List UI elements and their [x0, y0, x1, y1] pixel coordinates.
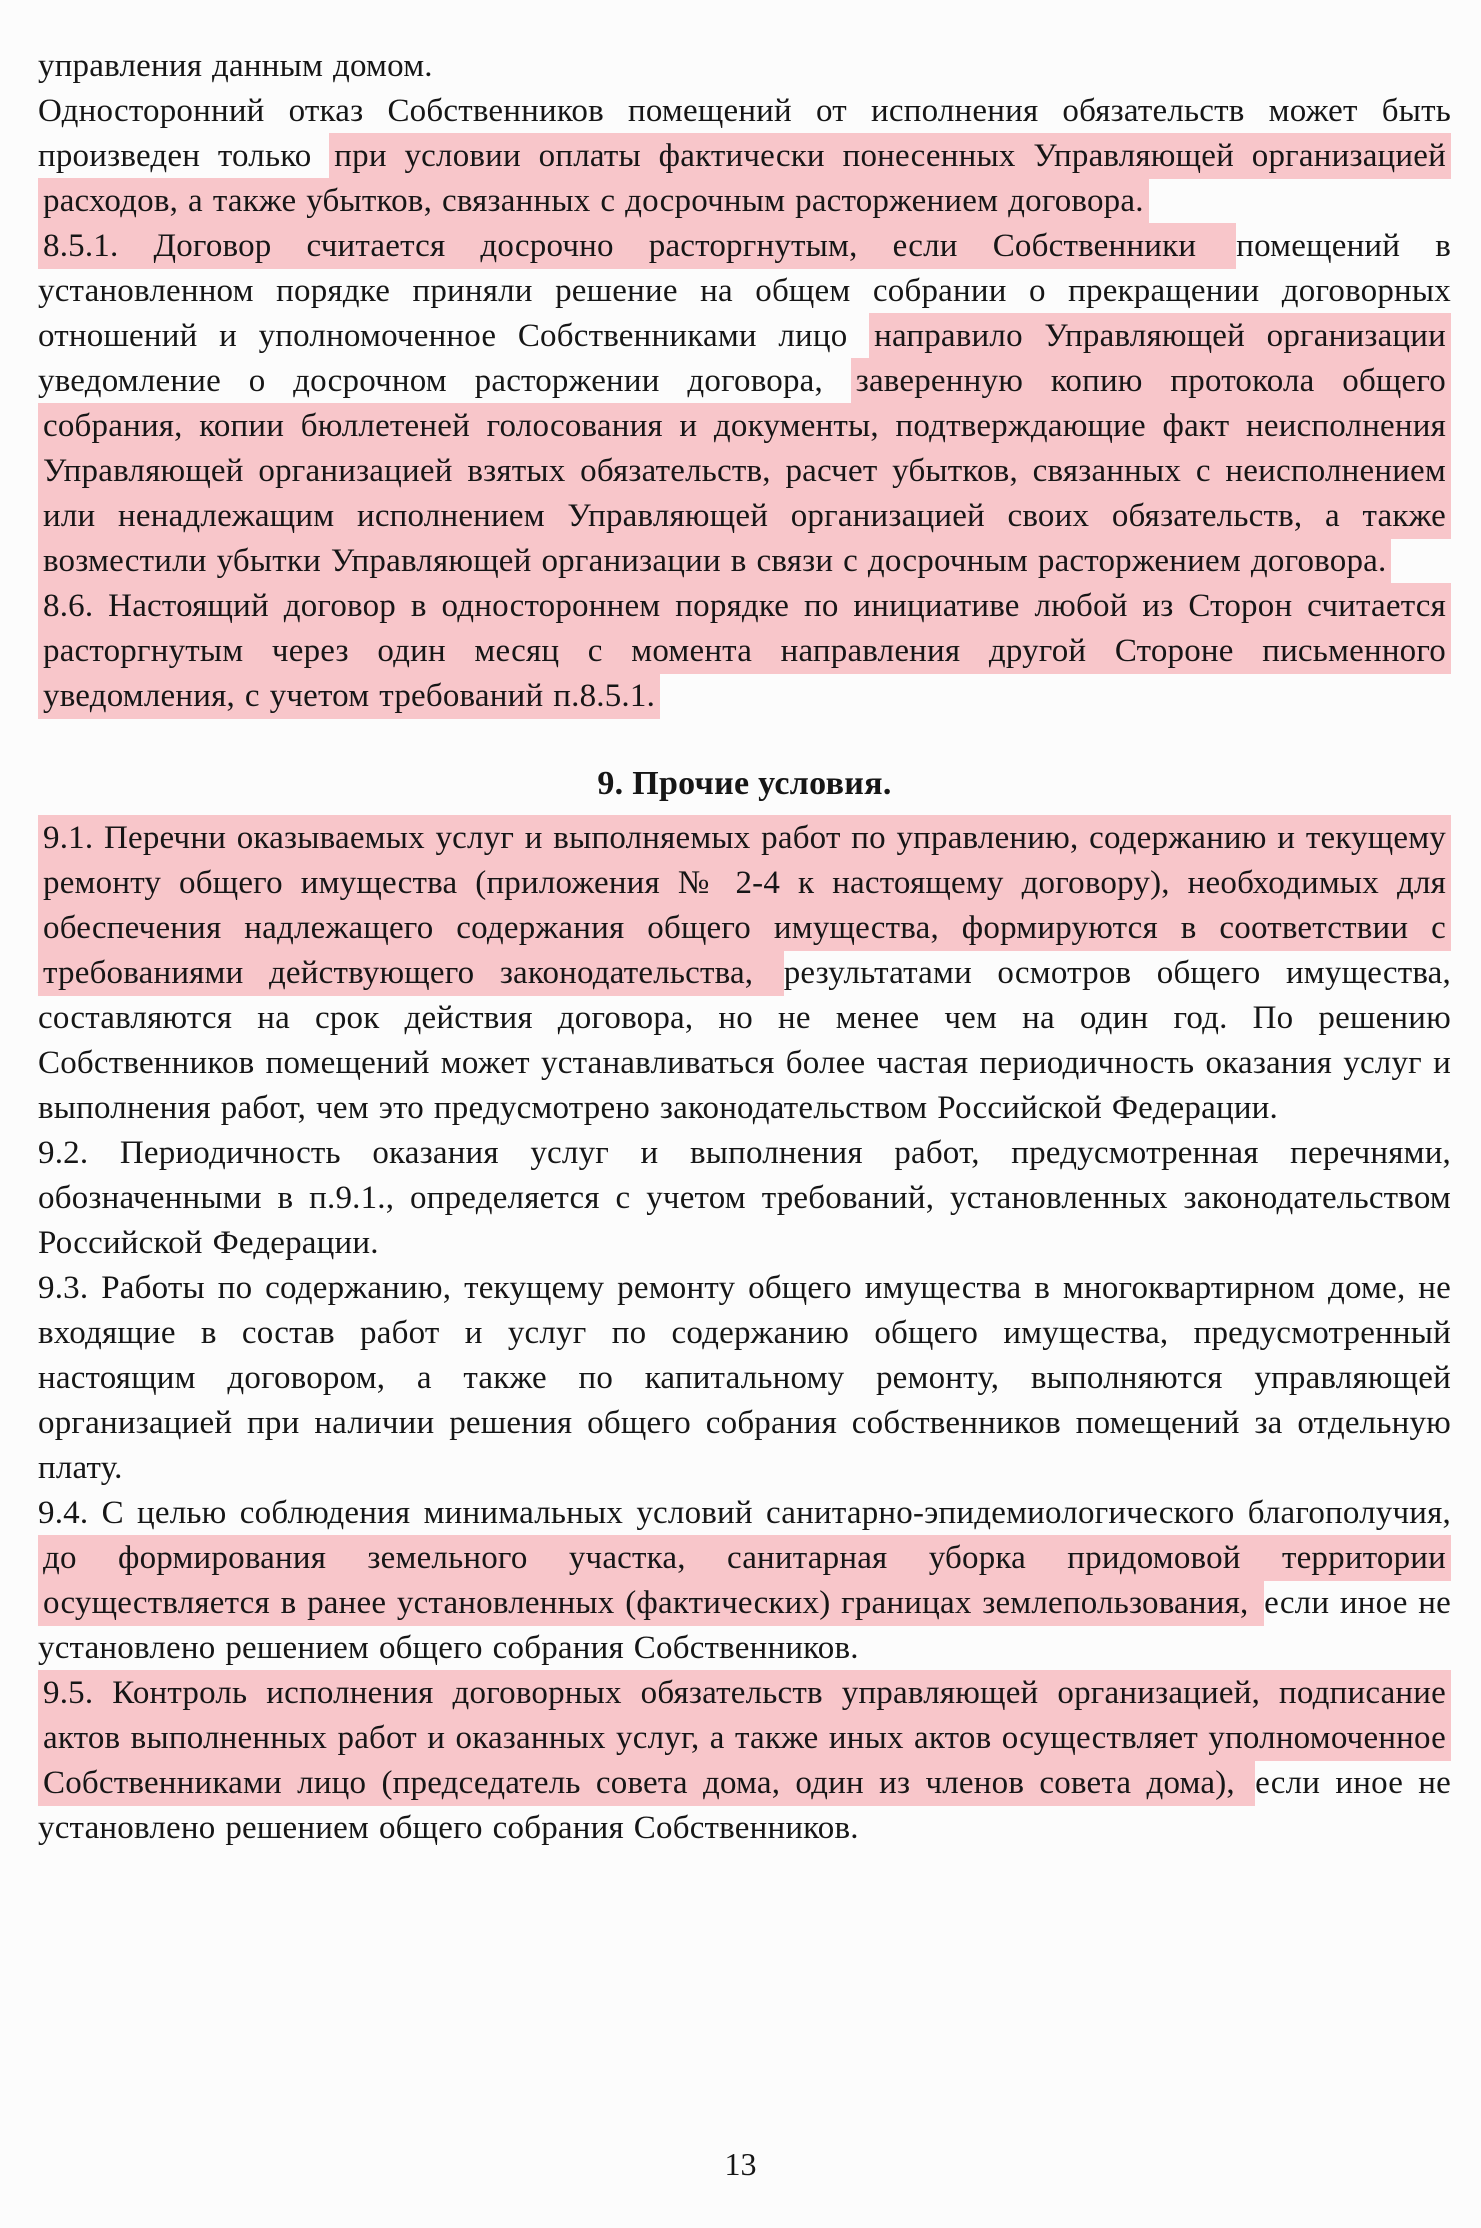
text-segment: если иное не установлено решением общего собрания Собственников. — [38, 1765, 1451, 1846]
text-segment: 9.4. С целью соблюдения минимальных условий санитарно-эпидемиологического благополучия, — [38, 1495, 1451, 1531]
document-body — [38, 44, 1451, 1851]
text-segment: Односторонний отказ Собственников помещений от исполнения обязательств может быть произведен только — [38, 93, 1451, 174]
para-intro — [38, 44, 1451, 89]
para-9-2 — [38, 1131, 1451, 1266]
para-unilateral-refusal — [38, 89, 1451, 224]
highlight-segment: 9.5. Контроль исполнения договорных обязательств управляющей организацией, подписание актов выполненных работ и оказанных услуг, а также иных актов осуществляет уполномоченное Собственниками лицо (председатель совета дома, один из членов совета дома), — [38, 1670, 1451, 1806]
page-number: 13 — [724, 2146, 757, 2182]
para-8-6 — [38, 584, 1451, 719]
text-segment: помещений в установленном порядке приняли решение на общем собрании о прекращении договорных отношений и уполномоченное Собственниками лицо — [38, 228, 1451, 354]
text-segment: если иное не установлено решением общего собрания Собственников. — [38, 1585, 1451, 1666]
highlight-segment: до формирования земельного участка, санитарная уборка придомовой территории осуществляется в ранее установленных (фактических) границах землепользования, — [38, 1535, 1451, 1626]
highlight-segment: при условии оплаты фактически понесенных Управляющей организацией расходов, а также убытков, связанных с досрочным расторжением договора. — [38, 133, 1451, 224]
para-9-4 — [38, 1491, 1451, 1671]
highlight-segment: 8.6. Настоящий договор в одностороннем порядке по инициативе любой из Сторон считается расторгнутым через один месяц с момента направления другой Стороне письменного уведомления, с учетом требований п.8.5.1. — [38, 583, 1451, 719]
highlight-segment: 8.5.1. Договор считается досрочно расторгнутым, если Собственники — [38, 223, 1236, 269]
text-segment: 9.3. Работы по содержанию, текущему ремонту общего имущества в многоквартирном доме, не входящие в состав работ и услуг по содержанию общего имущества, предусмотренный настоящим договором, а также по капитальному ремонту, выполняются управляющей организацией при наличии решения общего собрания собственников помещений за отдельную плату. — [38, 1270, 1451, 1486]
text-segment: управления данным домом. — [38, 48, 433, 84]
highlight-segment: направило Управляющей организации — [869, 313, 1451, 359]
highlight-segment: заверенную копию протокола общего собрания, копии бюллетеней голосования и документы, подтверждающие факт неисполнения Управляющей организацией взятых обязательств, расчет убытков, связанных с неисполнением или ненадлежащим исполнением Управляющей организацией своих обязательств, а также возместили убытки Управляющей организации в связи с досрочным расторжением договора. — [38, 358, 1451, 584]
text-segment: уведомление о досрочном расторжении договора, — [38, 363, 851, 399]
para-9-1 — [38, 816, 1451, 1131]
section-heading: 9. Прочие условия. — [597, 765, 892, 802]
text-segment: 9.2. Периодичность оказания услуг и выполнения работ, предусмотренная перечнями, обозначенными в п.9.1., определяется с учетом требований, установленных законодательством Российской Федерации. — [38, 1135, 1451, 1261]
text-segment: результатами осмотров общего имущества, составляются на срок действия договора, но не менее чем на один год. По решению Собственников помещений может устанавливаться более частая периодичность оказания услуг и выполнения работ, чем это предусмотрено законодательством Российской Федерации. — [38, 955, 1451, 1126]
para-8-5-1 — [38, 224, 1451, 584]
para-9-3 — [38, 1266, 1451, 1491]
para-9-5 — [38, 1671, 1451, 1851]
highlight-segment: 9.1. Перечни оказываемых услуг и выполняемых работ по управлению, содержанию и текущему ремонту общего имущества (приложения № 2-4 к настоящему договору), необходимых для обеспечения надлежащего содержания общего имущества, формируются в соответствии с требованиями действующего законодательства, — [38, 815, 1451, 996]
